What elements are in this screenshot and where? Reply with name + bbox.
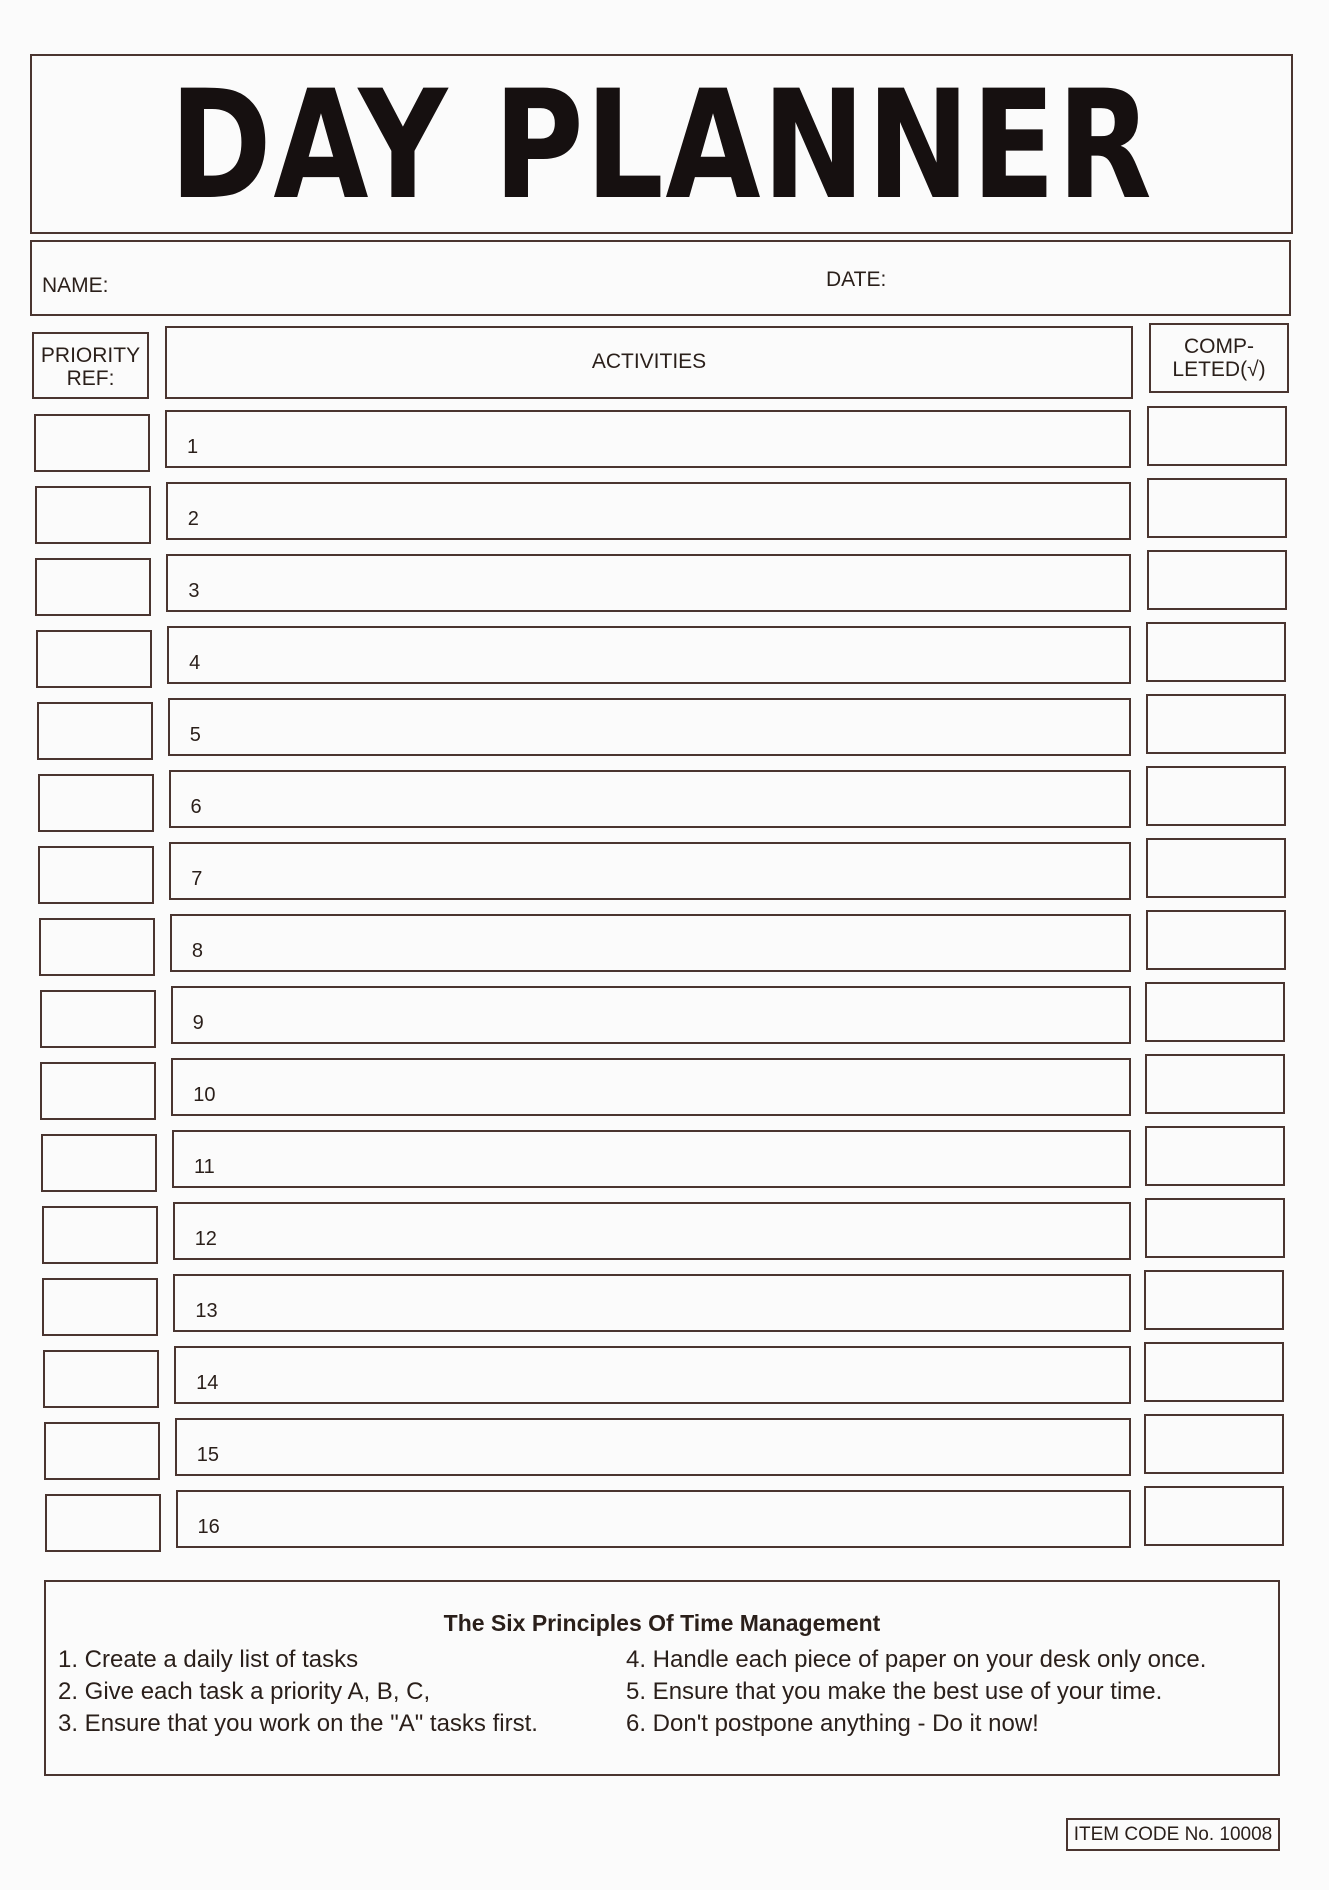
priority-cell[interactable] — [41, 1134, 157, 1192]
completed-checkbox[interactable] — [1147, 550, 1287, 610]
name-date-box — [30, 240, 1291, 316]
completed-checkbox[interactable] — [1144, 1270, 1284, 1330]
completed-header — [1149, 323, 1289, 393]
priority-header-line1: PRIORITY — [40, 344, 141, 367]
priority-cell[interactable] — [42, 1278, 158, 1336]
title-box — [30, 54, 1293, 234]
row-number: 6 — [190, 796, 202, 818]
activity-cell[interactable] — [169, 842, 1131, 900]
principle-item: 2. Give each task a priority A, B, C, — [58, 1678, 431, 1705]
priority-cell[interactable] — [35, 558, 151, 616]
activity-cell[interactable] — [165, 410, 1131, 468]
row-number: 9 — [192, 1012, 204, 1034]
date-label: DATE: — [826, 268, 887, 291]
completed-header-line2: LETED(√) — [1172, 358, 1266, 381]
row-number: 2 — [187, 508, 199, 530]
completed-checkbox[interactable] — [1145, 1054, 1285, 1114]
completed-checkbox[interactable] — [1144, 1486, 1284, 1546]
principle-item: 5. Ensure that you make the best use of your time. — [626, 1678, 1163, 1705]
completed-checkbox[interactable] — [1145, 1198, 1285, 1258]
row-number: 7 — [191, 868, 203, 890]
principles-box — [44, 1580, 1280, 1776]
priority-cell[interactable] — [34, 414, 150, 472]
activity-cell[interactable] — [176, 1490, 1132, 1548]
principle-item: 4. Handle each piece of paper on your desk only once. — [626, 1646, 1207, 1673]
priority-cell[interactable] — [42, 1206, 158, 1264]
activity-cell[interactable] — [166, 482, 1131, 540]
completed-checkbox[interactable] — [1146, 622, 1286, 682]
principle-item: 6. Don't postpone anything - Do it now! — [626, 1710, 1039, 1737]
activity-cell[interactable] — [166, 554, 1131, 612]
activity-cell[interactable] — [172, 1130, 1131, 1188]
row-number: 4 — [189, 652, 201, 674]
activity-cell[interactable] — [170, 914, 1131, 972]
activity-cell[interactable] — [173, 1202, 1131, 1260]
row-number: 3 — [188, 580, 200, 602]
row-number: 14 — [196, 1372, 219, 1394]
activity-cell[interactable] — [171, 1058, 1131, 1116]
priority-cell[interactable] — [45, 1494, 161, 1552]
row-number: 12 — [194, 1228, 217, 1250]
principles-title: The Six Principles Of Time Management — [443, 1610, 881, 1636]
priority-header — [32, 332, 149, 399]
completed-checkbox[interactable] — [1147, 406, 1287, 466]
completed-checkbox[interactable] — [1147, 478, 1287, 538]
priority-cell[interactable] — [44, 1422, 160, 1480]
activity-cell[interactable] — [168, 698, 1131, 756]
completed-checkbox[interactable] — [1145, 1126, 1285, 1186]
priority-cell[interactable] — [40, 990, 156, 1048]
priority-cell[interactable] — [40, 1062, 156, 1120]
activities-header — [165, 326, 1133, 399]
activity-cell[interactable] — [174, 1346, 1131, 1404]
principles-left-column — [58, 1644, 538, 1740]
row-number: 8 — [191, 940, 204, 962]
priority-cell[interactable] — [38, 774, 154, 832]
priority-header-line2: REF: — [66, 367, 115, 390]
completed-checkbox[interactable] — [1146, 694, 1286, 754]
completed-checkbox[interactable] — [1146, 766, 1286, 826]
principle-item: 3. Ensure that you work on the "A" tasks first. — [58, 1710, 538, 1737]
activity-cell[interactable] — [171, 986, 1131, 1044]
completed-checkbox[interactable] — [1145, 982, 1285, 1042]
completed-checkbox[interactable] — [1146, 910, 1286, 970]
completed-checkbox[interactable] — [1144, 1342, 1284, 1402]
priority-cell[interactable] — [36, 630, 152, 688]
item-code-badge: ITEM CODE No. 10008 — [1066, 1818, 1280, 1851]
priority-cell[interactable] — [39, 918, 155, 976]
activities-header-label: ACTIVITIES — [591, 350, 707, 373]
row-number: 10 — [193, 1084, 216, 1106]
name-label: NAME: — [42, 274, 109, 297]
principle-item: 1. Create a daily list of tasks — [58, 1646, 359, 1673]
completed-checkbox[interactable] — [1146, 838, 1286, 898]
row-number: 1 — [187, 436, 199, 458]
row-number: 13 — [195, 1300, 218, 1322]
priority-cell[interactable] — [35, 486, 151, 544]
activity-cell[interactable] — [167, 626, 1131, 684]
activity-cell[interactable] — [173, 1274, 1131, 1332]
activity-cell[interactable] — [169, 770, 1132, 828]
row-number: 15 — [196, 1444, 220, 1466]
priority-cell[interactable] — [37, 702, 153, 760]
completed-checkbox[interactable] — [1144, 1414, 1284, 1474]
priority-cell[interactable] — [43, 1350, 159, 1408]
row-number: 16 — [197, 1516, 220, 1538]
row-number: 11 — [194, 1156, 215, 1178]
page-title: DAY PLANNER — [169, 59, 1154, 233]
priority-cell[interactable] — [38, 846, 154, 904]
activity-cell[interactable] — [175, 1418, 1131, 1476]
principles-right-column — [626, 1644, 1206, 1740]
completed-header-line1: COMP- — [1184, 335, 1254, 358]
row-number: 5 — [189, 724, 201, 746]
